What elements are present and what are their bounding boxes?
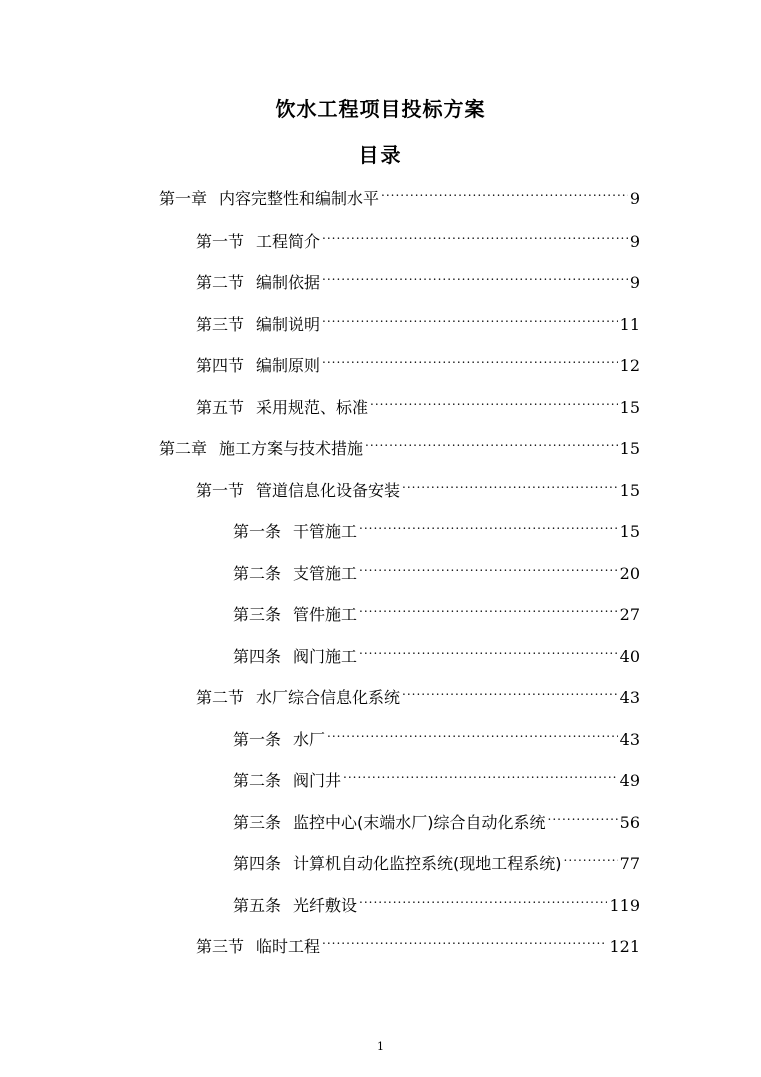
- toc-dot-leader: [564, 845, 618, 869]
- toc-dot-leader: [548, 804, 618, 828]
- toc-entry-number: 第四条: [233, 647, 282, 666]
- toc-entry-page: 9: [629, 189, 640, 208]
- toc-entry[interactable]: [233, 845, 640, 873]
- toc-entry-title: 施工方案与技术措施: [219, 439, 364, 458]
- toc-entry[interactable]: [196, 472, 640, 500]
- toc-entry[interactable]: [196, 679, 640, 707]
- toc-entry-page: 15: [619, 522, 640, 541]
- toc-dot-leader: [359, 638, 618, 662]
- toc-entry-title: 管道信息化设备安装: [256, 481, 401, 500]
- toc-entry[interactable]: [233, 762, 640, 790]
- toc-entry-number: 第一节: [196, 232, 245, 251]
- toc-entry[interactable]: [233, 804, 640, 832]
- toc-dot-leader: [327, 721, 618, 745]
- toc-entry-number: 第四节: [196, 356, 245, 375]
- toc-entry-title: 水厂: [293, 730, 326, 749]
- toc-entry-title: 编制说明: [256, 315, 321, 334]
- toc-entry[interactable]: [233, 513, 640, 541]
- toc-entry-title: 支管施工: [293, 564, 358, 583]
- toc-entry[interactable]: [196, 264, 640, 292]
- toc-entry-page: 77: [619, 854, 640, 873]
- toc-dot-leader: [343, 762, 618, 786]
- page-title: 饮水工程项目投标方案: [275, 97, 486, 121]
- toc-dot-leader: [365, 430, 618, 454]
- toc-entry-number: 第三节: [196, 315, 245, 334]
- toc-entry-page: 12: [619, 356, 640, 375]
- toc-entry-page: 27: [619, 605, 640, 624]
- toc-entry-number: 第一条: [233, 730, 282, 749]
- toc-entry-number: 第一节: [196, 481, 245, 500]
- toc-dot-leader: [322, 264, 628, 288]
- toc-entry[interactable]: [233, 638, 640, 666]
- toc-entry-number: 第五条: [233, 896, 282, 915]
- toc-dot-leader: [370, 389, 618, 413]
- toc-entry-number: 第一章: [159, 189, 208, 208]
- toc-entry-title: 水厂综合信息化系统: [256, 688, 401, 707]
- toc-entry[interactable]: [159, 180, 640, 208]
- toc-entry-page: 15: [619, 439, 640, 458]
- toc-dot-leader: [359, 596, 618, 620]
- toc-entry-number: 第二节: [196, 688, 245, 707]
- toc-entry-page: 119: [609, 896, 640, 915]
- toc-entry-page: 49: [619, 771, 640, 790]
- toc-entry-page: 20: [619, 564, 640, 583]
- toc-entry-page: 56: [619, 813, 640, 832]
- toc-entry-title: 临时工程: [256, 937, 321, 956]
- toc-entry-page: 15: [619, 481, 640, 500]
- toc-dot-leader: [322, 223, 628, 247]
- toc-entry-title: 阀门井: [293, 771, 342, 790]
- toc-entry-title: 采用规范、标准: [256, 398, 369, 417]
- toc-entry-title: 管件施工: [293, 605, 358, 624]
- toc-dot-leader: [359, 887, 607, 911]
- toc-dot-leader: [322, 928, 607, 952]
- toc-entry[interactable]: [196, 347, 640, 375]
- toc-entry-page: 15: [619, 398, 640, 417]
- toc-dot-leader: [322, 347, 618, 371]
- toc-entry[interactable]: [233, 887, 640, 915]
- toc-entry[interactable]: [233, 721, 640, 749]
- toc-entry-page: 121: [609, 937, 640, 956]
- toc-entry-title: 阀门施工: [293, 647, 358, 666]
- toc-entry[interactable]: [196, 306, 640, 334]
- toc-entry-number: 第二章: [159, 439, 208, 458]
- toc-entry-number: 第二条: [233, 564, 282, 583]
- toc-entry[interactable]: [233, 596, 640, 624]
- toc-heading: 目录: [358, 143, 403, 167]
- toc-dot-leader: [402, 472, 618, 496]
- toc-entry-title: 计算机自动化监控系统(现地工程系统): [293, 854, 562, 873]
- toc-entry[interactable]: [196, 928, 640, 956]
- toc-entry-title: 编制依据: [256, 273, 321, 292]
- toc-entry-title: 光纤敷设: [293, 896, 358, 915]
- toc-dot-leader: [322, 306, 618, 330]
- toc-dot-leader: [402, 679, 618, 703]
- toc-entry-number: 第四条: [233, 854, 282, 873]
- toc-entry-number: 第三节: [196, 937, 245, 956]
- toc-dot-leader: [359, 513, 618, 537]
- toc-entry[interactable]: [233, 555, 640, 583]
- toc-entry-number: 第一条: [233, 522, 282, 541]
- toc-entry-title: 内容完整性和编制水平: [219, 189, 380, 208]
- toc-entry-number: 第三条: [233, 605, 282, 624]
- toc-entry-number: 第二条: [233, 771, 282, 790]
- toc-entry-title: 监控中心(末端水厂)综合自动化系统: [293, 813, 546, 832]
- toc-entry-page: 40: [619, 647, 640, 666]
- toc-entry-page: 43: [619, 730, 640, 749]
- toc-entry-page: 43: [619, 688, 640, 707]
- toc-entry-title: 干管施工: [293, 522, 358, 541]
- toc-dot-leader: [381, 180, 628, 204]
- toc-entry-page: 9: [629, 232, 640, 251]
- toc-entry[interactable]: [196, 389, 640, 417]
- toc-entry-number: 第三条: [233, 813, 282, 832]
- toc-entry-title: 编制原则: [256, 356, 321, 375]
- page-number: 1: [377, 1040, 384, 1053]
- toc-entry[interactable]: [196, 223, 640, 251]
- toc-entry[interactable]: [159, 430, 640, 458]
- toc-entry-number: 第二节: [196, 273, 245, 292]
- toc-entry-page: 11: [619, 315, 640, 334]
- toc-dot-leader: [359, 555, 618, 579]
- toc-entry-title: 工程简介: [256, 232, 321, 251]
- toc-entry-page: 9: [629, 273, 640, 292]
- toc-entry-number: 第五节: [196, 398, 245, 417]
